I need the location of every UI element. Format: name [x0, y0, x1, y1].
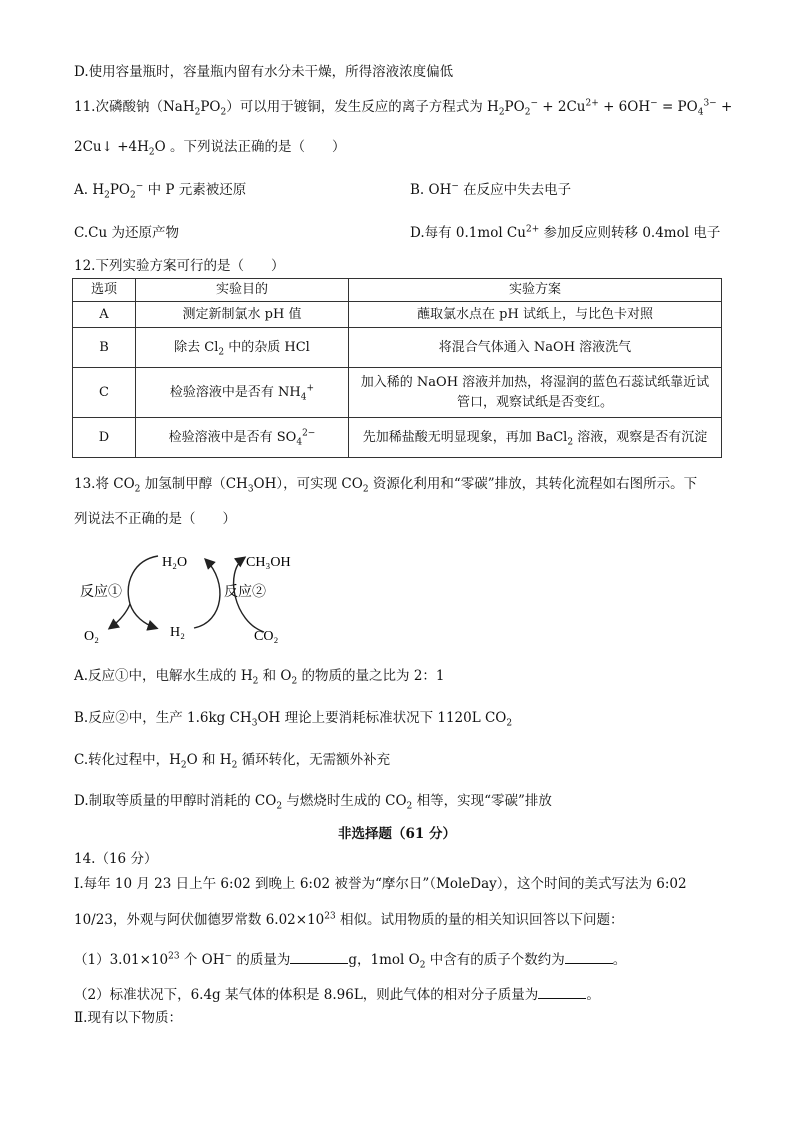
q11-stem: 11.次磷酸钠$(NaH_2PO_2)$可以用于镀铜，发生反应的离子方程式为 $H_2PO_2^- + 2Cu^{2+} + 6OH^- = PO_4^{3-}$ +	[74, 98, 733, 118]
q13-stem: 13.将 $CO_2$ 加氢制甲醇$(CH_3OH)$，可实现 $CO_2$ 资源化利用和“零碳”排放，其转化流程如右图所示。下	[74, 476, 698, 495]
q11-option-c: C.Cu 为还原产物	[74, 225, 179, 241]
answer-blank[interactable]	[538, 998, 586, 999]
q14-intro-line2: 10/23，外观与阿伏伽德罗常数 $6.02\times 10^{23}$ 相似。试用物质的量的相关知识回答以下问题：	[74, 911, 624, 928]
q14-heading: 14.（16 分）	[74, 851, 158, 867]
q13-stem-line2: 列说法不正确的是（ ）	[74, 511, 236, 527]
label-co2: CO₂	[254, 629, 279, 644]
q11-option-a: A. $H_2PO_2^-$ 中 P 元素被还原	[74, 181, 247, 201]
row-purpose: 检验溶液中是否有 $NH_4^+$	[136, 368, 349, 418]
arrow-to-o2	[110, 604, 130, 628]
q10-option-d: D.使用容量瓶时，容量瓶内留有水分未干燥，所得溶液浓度偏低	[74, 64, 454, 80]
row-option: A	[73, 302, 136, 328]
q12-stem: 12.下列实验方案可行的是（ ）	[74, 258, 285, 274]
q13-option-d: D.制取等质量的甲醇时消耗的 $CO_2$ 与燃烧时生成的 $CO_2$ 相等，实现“零碳”排放	[74, 793, 552, 812]
label-h2o: H₂O	[162, 555, 188, 570]
row-option: C	[73, 368, 136, 418]
row-option: B	[73, 328, 136, 368]
arrow-to-h2	[130, 604, 156, 628]
answer-blank[interactable]	[290, 963, 348, 964]
header-plan: 实验方案	[349, 279, 722, 302]
arrow-to-h2o	[194, 560, 220, 628]
table-row	[73, 302, 722, 328]
row-purpose: 除去 $Cl_2$ 中的杂质 HCl	[136, 328, 349, 368]
table-row	[73, 368, 722, 418]
label-reaction-2: 反应②	[224, 584, 266, 600]
q11-option-d: D.每有 0.1mol $Cu^{2+}$ 参加反应则转移 0.4mol 电子	[410, 224, 721, 241]
q14-part-1: $(1)3.01\times 10^{23}$ 个 OH− 的质量为 g，1mol $O_2$ 中含有的质子个数约为 。	[74, 951, 627, 971]
q13-option-c: C.转化过程中，$H_2O$ 和 $H_2$ 循环转化，无需额外补充	[74, 752, 391, 771]
label-h2: H₂	[170, 625, 185, 640]
q11-stem-line2: 2Cu↓ $+4H_2O$ 。下列说法正确的是（ ）	[74, 139, 346, 158]
header-option: 选项	[73, 279, 136, 302]
row-option: D	[73, 418, 136, 458]
row-purpose: 检验溶液中是否有 $SO_4^{2-}$	[136, 418, 349, 458]
row-plan: 将混合气体通入 NaOH 溶液洗气	[349, 328, 722, 368]
conversion-cycle-diagram	[74, 542, 314, 652]
table-header-row	[73, 279, 722, 302]
section-title: 非选择题（61 分）	[338, 826, 456, 842]
label-reaction-1: 反应①	[80, 584, 122, 600]
row-plan: 加入稀的 NaOH 溶液并加热，将湿润的蓝色石蕊试纸靠近试 管口，观察试纸是否变红。	[349, 368, 722, 418]
q14-part-ii: Ⅱ.现有以下物质：	[74, 1010, 182, 1026]
label-ch3oh: CH₃OH	[246, 555, 291, 570]
row-plan: 先加稀盐酸无明显现象，再加 BaCl$_2$ 溶液，观察是否有沉淀	[349, 418, 722, 458]
q14-part-2: （2）标准状况下，6.4g 某气体的体积是 8.96L，则此气体的相对分子质量为 。	[74, 987, 600, 1003]
label-o2: O₂	[84, 629, 99, 644]
row-plan: 蘸取氯水点在 pH 试纸上，与比色卡对照	[349, 302, 722, 328]
q14-intro-line1: Ⅰ.每年 10 月 23 日上午 6:02 到晚上 6:02 被誉为“摩尔日”（MoleDay），这个时间的美式写法为 6:02	[74, 876, 687, 892]
arc-reaction-1-left	[128, 556, 158, 604]
answer-blank[interactable]	[565, 963, 613, 964]
q12-table	[72, 278, 722, 458]
q13-option-b: B.反应②中，生产 1.6kg $CH_3OH$ 理论上要消耗标准状况下 1120L $CO_2$	[74, 710, 513, 729]
table-row	[73, 418, 722, 458]
q13-option-a: A.反应①中，电解水生成的 $H_2$ 和 $O_2$ 的物质的量之比为 2：1	[74, 668, 445, 687]
row-purpose: 测定新制氯水 pH 值	[136, 302, 349, 328]
table-row	[73, 328, 722, 368]
q11-option-b: B. OH− 在反应中失去电子	[410, 181, 572, 198]
header-purpose: 实验目的	[136, 279, 349, 302]
